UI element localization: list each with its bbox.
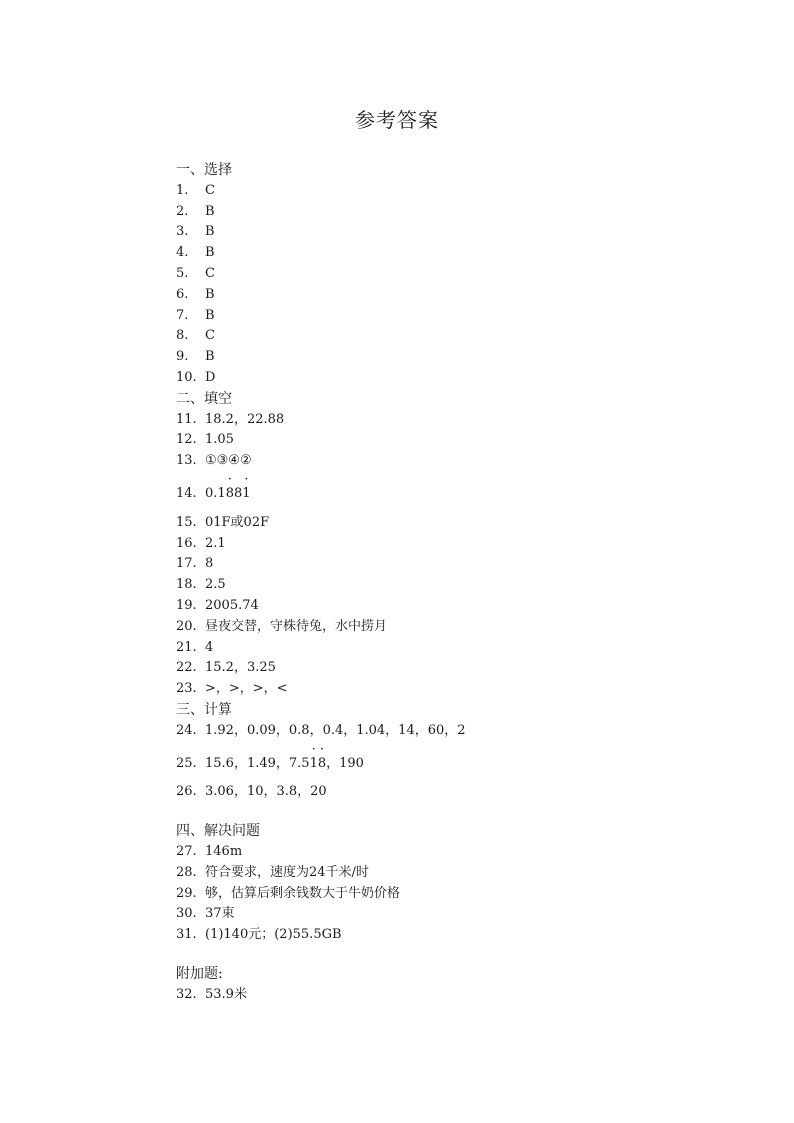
answer-text: 18.2，22.88: [205, 411, 285, 427]
answer-text: ①③④②: [205, 453, 252, 469]
section-heading-choice: 一、选择: [176, 162, 232, 178]
answer-text: 146m: [205, 843, 243, 859]
answer-text: 昼夜交替，守株待兔，水中捞月: [205, 618, 388, 634]
answer-text: 2.1: [205, 535, 226, 551]
question-number: 20.: [176, 618, 197, 634]
answer-row-16: [176, 534, 736, 555]
answer-text: 4: [205, 639, 214, 655]
question-number: 16.: [176, 535, 197, 551]
answer-row-27: [176, 842, 736, 863]
section-heading-calculation: 三、计算: [176, 701, 232, 718]
answer-text-end: ，190: [326, 755, 364, 771]
question-number: 17.: [176, 556, 197, 572]
question-number: 3.: [176, 224, 189, 240]
answer-text: C: [205, 328, 215, 344]
question-number: 24.: [176, 722, 197, 738]
repeating-digit-end: · 1: [242, 484, 250, 505]
question-number: 9.: [176, 349, 189, 365]
answer-row-30: [176, 904, 736, 925]
question-number: 21.: [176, 639, 197, 655]
question-number: 2.: [176, 203, 189, 219]
repeating-digit-start: · 1: [310, 754, 318, 775]
answer-row-12: [176, 430, 736, 451]
answer-row-25: [176, 754, 736, 775]
answer-row-14: [176, 484, 736, 505]
question-number: 18.: [176, 577, 197, 593]
question-number: 12.: [176, 432, 197, 448]
question-number: 13.: [176, 453, 197, 469]
answer-text: 1.92，0.09，0.8，0.4，1.04，14，60，2: [205, 722, 466, 738]
answer-list: [176, 160, 736, 1005]
section-heading-fill: 二、填空: [176, 390, 232, 407]
question-number: 25.: [176, 755, 197, 771]
answer-text: C: [205, 182, 215, 198]
answer-row-29: [176, 884, 736, 905]
answer-text: D: [205, 369, 216, 385]
question-number: 15.: [176, 514, 197, 530]
answer-row-22: [176, 658, 736, 679]
answer-row-1: [176, 181, 736, 202]
question-number: 6.: [176, 286, 189, 302]
answer-text: B: [205, 286, 215, 302]
answer-row-6: [176, 285, 736, 306]
question-number: 10.: [176, 369, 197, 385]
answer-row-9: [176, 347, 736, 368]
answer-text: 53.9米: [205, 986, 247, 1002]
answer-text: C: [205, 265, 215, 281]
answer-row-11: [176, 410, 736, 431]
answer-row-19: [176, 596, 736, 617]
answer-text: 2.5: [205, 577, 226, 593]
answer-text: >，>，>，<: [205, 681, 288, 697]
section-heading-extra: 附加题:: [176, 965, 223, 982]
answer-row-4: [176, 243, 736, 264]
question-number: 28.: [176, 864, 197, 880]
section-heading-problem-solving: 四、解决问题: [176, 823, 260, 840]
question-number: 19.: [176, 597, 197, 613]
answer-text: B: [205, 307, 215, 323]
answer-row-32: [176, 985, 736, 1006]
answer-text: (1)140元；(2)55.5GB: [205, 927, 342, 943]
question-number: 14.: [176, 485, 197, 501]
question-number: 29.: [176, 885, 197, 901]
answer-row-23: [176, 679, 736, 700]
answer-row-18: [176, 575, 736, 596]
answer-text: 1.05: [205, 432, 234, 448]
answer-text: 37束: [205, 906, 235, 922]
answer-row-10: [176, 368, 736, 389]
answer-row-7: [176, 306, 736, 327]
answer-text: 3.06，10，3.8，20: [205, 784, 327, 800]
question-number: 31.: [176, 927, 197, 943]
answer-text: 8: [205, 556, 214, 572]
question-number: 4.: [176, 245, 189, 261]
answer-text: 15.2，3.25: [205, 660, 276, 676]
question-number: 32.: [176, 986, 197, 1002]
answer-row-28: [176, 863, 736, 884]
question-number: 26.: [176, 784, 197, 800]
answer-text: 符合要求，速度为24千米/时: [205, 864, 369, 880]
answer-text: B: [205, 203, 215, 219]
answer-row-5: [176, 264, 736, 285]
answer-text: B: [205, 349, 215, 365]
question-number: 23.: [176, 681, 197, 697]
answer-row-21: [176, 638, 736, 659]
answer-row-24: [176, 721, 736, 742]
answer-text-mid: 8: [233, 485, 243, 501]
question-number: 30.: [176, 906, 197, 922]
answer-row-8: [176, 326, 736, 347]
answer-text-start: 15.6，1.49，7.5: [205, 755, 310, 771]
question-number: 27.: [176, 843, 197, 859]
answer-row-15: [176, 513, 736, 534]
page-title: 参考答案: [355, 108, 439, 132]
question-number: 7.: [176, 307, 189, 323]
question-number: 11.: [176, 411, 197, 427]
answer-text: B: [205, 224, 215, 240]
answer-row-3: [176, 222, 736, 243]
answer-text: 2005.74: [205, 597, 259, 613]
question-number: 1.: [176, 182, 189, 198]
answer-row-17: [176, 554, 736, 575]
answer-text: 够，估算后剩余钱数大于牛奶价格: [205, 885, 401, 901]
answer-text: 01F或02F: [205, 514, 270, 530]
answer-row-20: [176, 617, 736, 638]
question-number: 22.: [176, 660, 197, 676]
repeating-digit-start: · 8: [226, 484, 234, 505]
answer-text: B: [205, 245, 215, 261]
repeating-digit-end: · 8: [318, 754, 326, 775]
answer-row-13: [176, 451, 736, 472]
answer-text-start: 0.1: [205, 485, 226, 501]
answer-row-2: [176, 202, 736, 223]
answer-row-31: [176, 925, 736, 946]
question-number: 8.: [176, 328, 189, 344]
question-number: 5.: [176, 265, 189, 281]
answer-row-26: [176, 782, 736, 803]
